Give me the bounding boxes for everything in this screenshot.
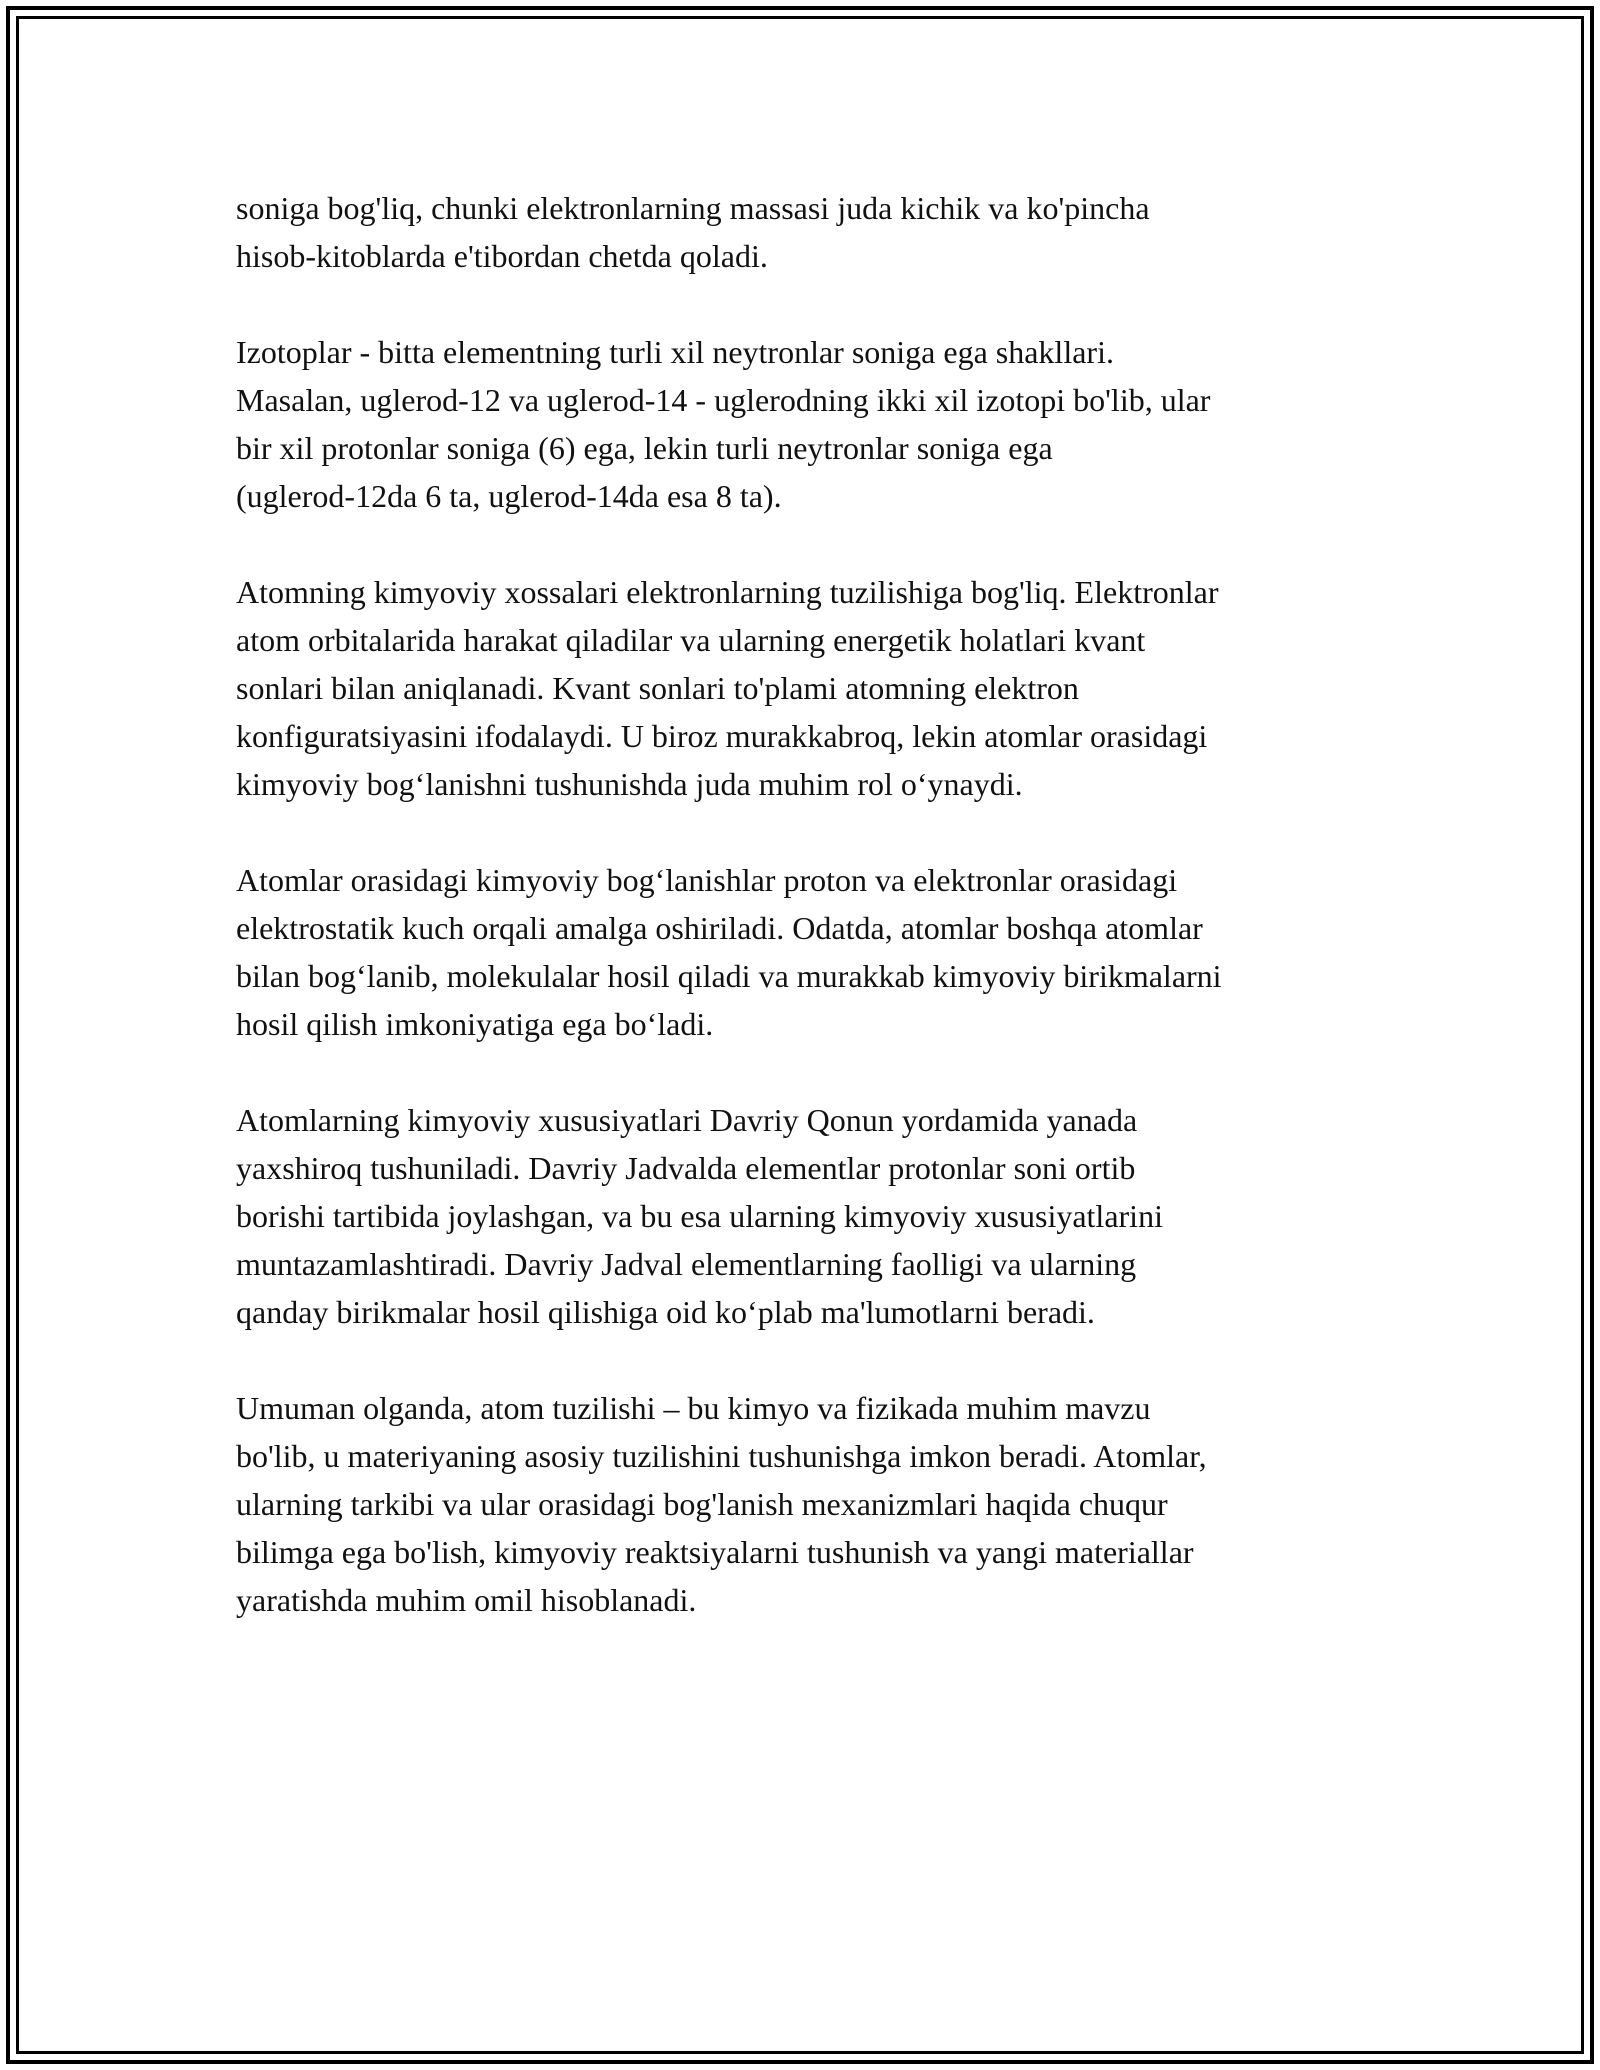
text-line: Atomning kimyoviy xossalari elektronlarning tuzilishiga bog'liq. Elektronlar [236,574,1219,610]
paragraph-4 [236,856,1376,1048]
paragraph-1 [236,184,1376,280]
text-line: muntazamlashtiradi. Davriy Jadval elementlarning faolligi va ularning [236,1246,1137,1282]
text-line: kimyoviy bog‘lanishni tushunishda juda muhim rol o‘ynaydi. [236,766,1023,802]
text-line: hisob-kitoblarda e'tibordan chetda qoladi. [236,238,768,274]
text-line: atom orbitalarida harakat qiladilar va ularning energetik holatlari kvant [236,622,1146,658]
text-line: (uglerod-12da 6 ta, uglerod-14da esa 8 ta). [236,478,782,514]
text-line: Atomlarning kimyoviy xususiyatlari Davriy Qonun yordamida yanada [236,1102,1138,1138]
text-line: yaxshiroq tushuniladi. Davriy Jadvalda elementlar protonlar soni ortib [236,1150,1136,1186]
paragraph-5 [236,1096,1376,1336]
paragraph-6 [236,1384,1376,1624]
text-line: Umuman olganda, atom tuzilishi – bu kimyo va fizikada muhim mavzu [236,1390,1151,1426]
text-line: Izotoplar - bitta elementning turli xil neytronlar soniga ega shakllari. [236,334,1114,370]
text-line: konfiguratsiyasini ifodalaydi. U biroz murakkabroq, lekin atomlar orasidagi [236,718,1208,754]
paragraph-2 [236,328,1376,520]
text-line: qanday birikmalar hosil qilishiga oid ko‘plab ma'lumotlarni beradi. [236,1294,1095,1330]
document-body [236,184,1376,1672]
text-line: bilimga ega bo'lish, kimyoviy reaktsiyalarni tushunish va yangi materiallar [236,1534,1194,1570]
text-line: bir xil protonlar soniga (6) ega, lekin turli neytronlar soniga ega [236,430,1053,466]
text-line: sonlari bilan aniqlanadi. Kvant sonlari to'plami atomning elektron [236,670,1079,706]
text-line: Atomlar orasidagi kimyoviy bog‘lanishlar proton va elektronlar orasidagi [236,862,1178,898]
text-line: soniga bog'liq, chunki elektronlarning massasi juda kichik va ko'pincha [236,190,1150,226]
text-line: ularning tarkibi va ular orasidagi bog'lanish mexanizmlari haqida chuqur [236,1486,1168,1522]
text-line: borishi tartibida joylashgan, va bu esa ularning kimyoviy xususiyatlarini [236,1198,1163,1234]
text-line: yaratishda muhim omil hisoblanadi. [236,1582,697,1618]
text-line: hosil qilish imkoniyatiga ega bo‘ladi. [236,1006,714,1042]
text-line: elektrostatik kuch orqali amalga oshiriladi. Odatda, atomlar boshqa atomlar [236,910,1203,946]
text-line: Masalan, uglerod-12 va uglerod-14 - uglerodning ikki xil izotopi bo'lib, ular [236,382,1211,418]
text-line: bo'lib, u materiyaning asosiy tuzilishini tushunishga imkon beradi. Atomlar, [236,1438,1207,1474]
paragraph-3 [236,568,1376,808]
text-line: bilan bog‘lanib, molekulalar hosil qiladi va murakkab kimyoviy birikmalarni [236,958,1222,994]
